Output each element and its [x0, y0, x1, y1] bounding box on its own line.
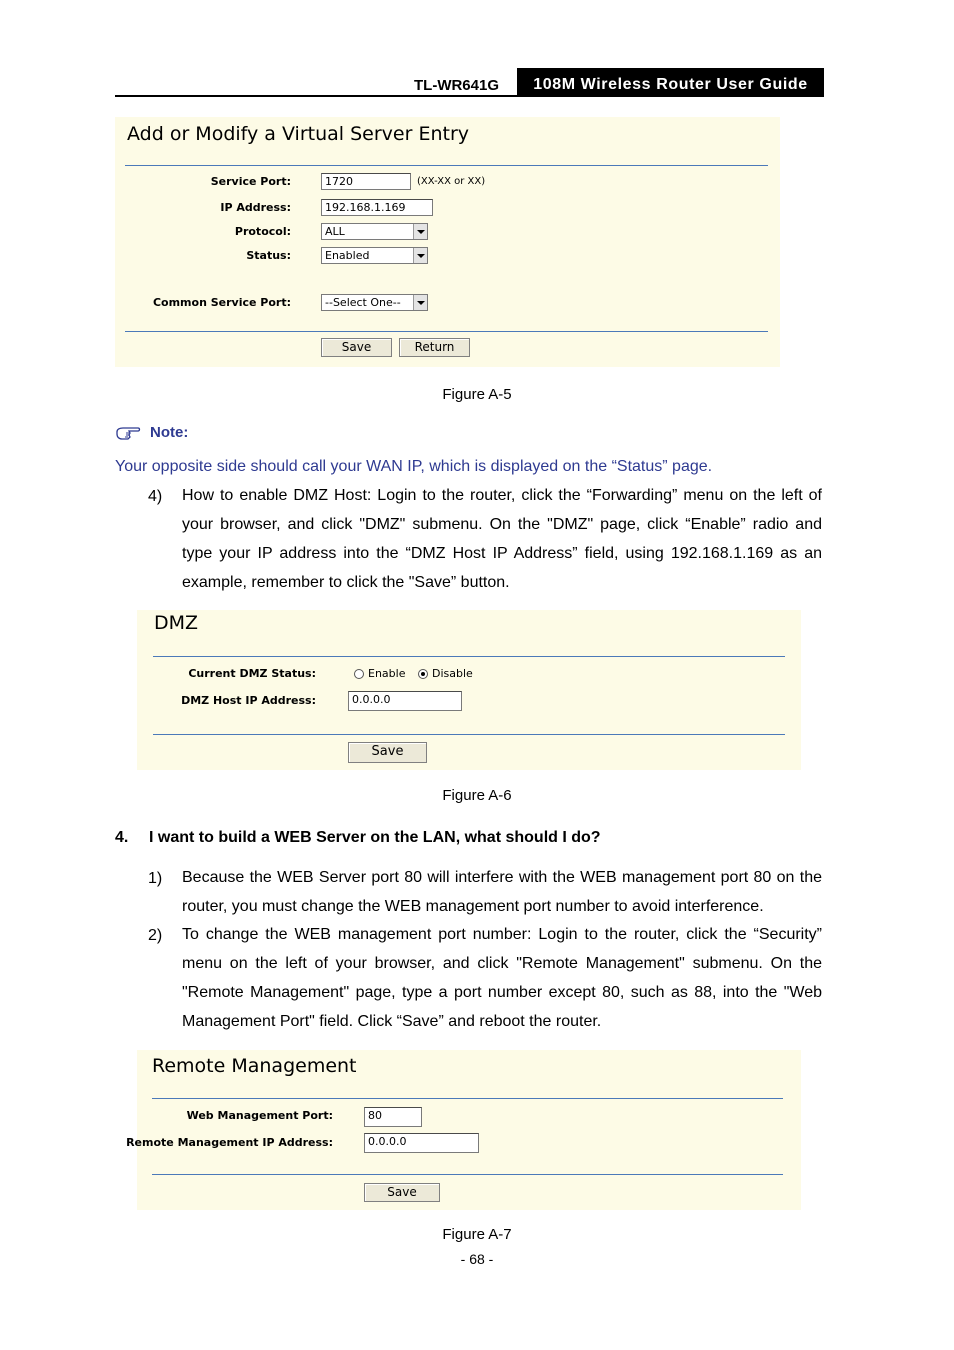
- step-text: How to enable DMZ Host: Login to the router, click the “Forwarding” menu on the left of your browser, and click "DMZ" submenu. On the "DMZ" page, click “Enable” radio and type your IP address into the “DMZ Host IP Address” field, using 192.168.1.169 as an example, remember to click the "Save” button.: [182, 487, 822, 591]
- common-service-port-label: Common Service Port:: [152, 296, 291, 309]
- answer-text: To change the WEB management port number: Login to the router, click the “Security” menu on the left of your browser, and click "Remote Management" submenu. On the "Remote Management" page, type a port number except 80, such as 88, into the "Web Management Port" field. Click “Save” and reboot the router.: [182, 926, 822, 1030]
- protocol-value: ALL: [325, 225, 345, 238]
- dmz-host-ip-input[interactable]: 0.0.0.0: [348, 691, 462, 711]
- figure-a6-caption: Figure A-6: [442, 787, 512, 804]
- protocol-select[interactable]: [321, 223, 428, 240]
- status-select[interactable]: [321, 247, 428, 264]
- panel-rule-top: [153, 656, 785, 657]
- page-number: - 68 -: [460, 1251, 494, 1267]
- save-button[interactable]: Save: [348, 742, 427, 763]
- header-rule: [115, 95, 824, 97]
- web-port-label: Web Management Port:: [186, 1109, 333, 1122]
- chevron-down-icon[interactable]: [413, 224, 427, 239]
- web-port-input[interactable]: 80: [364, 1107, 422, 1127]
- panel-rule-top: [125, 165, 768, 166]
- virtual-server-panel: [115, 117, 780, 367]
- enable-radio-label: Enable: [368, 667, 406, 680]
- save-button[interactable]: Save: [364, 1183, 440, 1202]
- answer-text: Because the WEB Server port 80 will interfere with the WEB management port 80 on the router, you must change the WEB management port number to avoid interference.: [182, 869, 822, 915]
- remote-management-panel: [126, 1050, 801, 1210]
- panel-rule-bottom: [125, 331, 768, 332]
- panel-title: Remote Management: [152, 1055, 357, 1077]
- common-service-value: --Select One--: [325, 296, 401, 309]
- question-number: 4.: [115, 829, 129, 846]
- answer-number: 1): [148, 870, 163, 887]
- question-text: I want to build a WEB Server on the LAN, what should I do?: [149, 829, 601, 846]
- remote-ip-input[interactable]: 0.0.0.0: [364, 1133, 479, 1153]
- panel-rule-top: [152, 1098, 783, 1099]
- figure-a5-caption: Figure A-5: [442, 386, 512, 403]
- disable-radio[interactable]: [418, 669, 428, 679]
- panel-rule-bottom: [152, 1174, 783, 1175]
- save-button[interactable]: Save: [321, 338, 392, 357]
- header-guide-title: 108M Wireless Router User Guide: [517, 68, 824, 97]
- enable-radio[interactable]: [354, 669, 364, 679]
- chevron-down-icon[interactable]: [413, 248, 427, 263]
- dmz-host-ip-label: DMZ Host IP Address:: [181, 694, 316, 707]
- step-number: 4): [148, 488, 163, 505]
- note-title: Note:: [150, 424, 189, 441]
- status-value: Enabled: [325, 249, 370, 262]
- dmz-status-label: Current DMZ Status:: [188, 667, 316, 680]
- ip-address-input[interactable]: 192.168.1.169: [321, 199, 433, 216]
- ip-address-label: IP Address:: [220, 201, 291, 214]
- figure-a7-caption: Figure A-7: [442, 1226, 512, 1243]
- common-service-port-select[interactable]: [321, 294, 428, 311]
- answer-number: 2): [148, 927, 163, 944]
- header-model: TL-WR641G: [414, 77, 500, 94]
- chevron-down-icon[interactable]: [413, 295, 427, 310]
- service-port-hint: (XX-XX or XX): [417, 176, 486, 187]
- service-port-input[interactable]: 1720: [321, 173, 411, 190]
- panel-title: Add or Modify a Virtual Server Entry: [127, 123, 469, 145]
- remote-ip-label: Remote Management IP Address:: [126, 1136, 333, 1149]
- panel-rule-bottom: [153, 734, 785, 735]
- note-text: Your opposite side should call your WAN IP, which is displayed on the “Status” page.: [115, 458, 713, 475]
- protocol-label: Protocol:: [234, 225, 291, 238]
- pointing-hand-icon: [116, 425, 142, 441]
- disable-radio-label: Disable: [432, 667, 473, 680]
- status-label: Status:: [246, 249, 291, 262]
- return-button[interactable]: Return: [399, 338, 470, 357]
- service-port-label: Service Port:: [210, 175, 291, 188]
- dmz-panel: [137, 610, 801, 770]
- panel-title: DMZ: [154, 612, 199, 634]
